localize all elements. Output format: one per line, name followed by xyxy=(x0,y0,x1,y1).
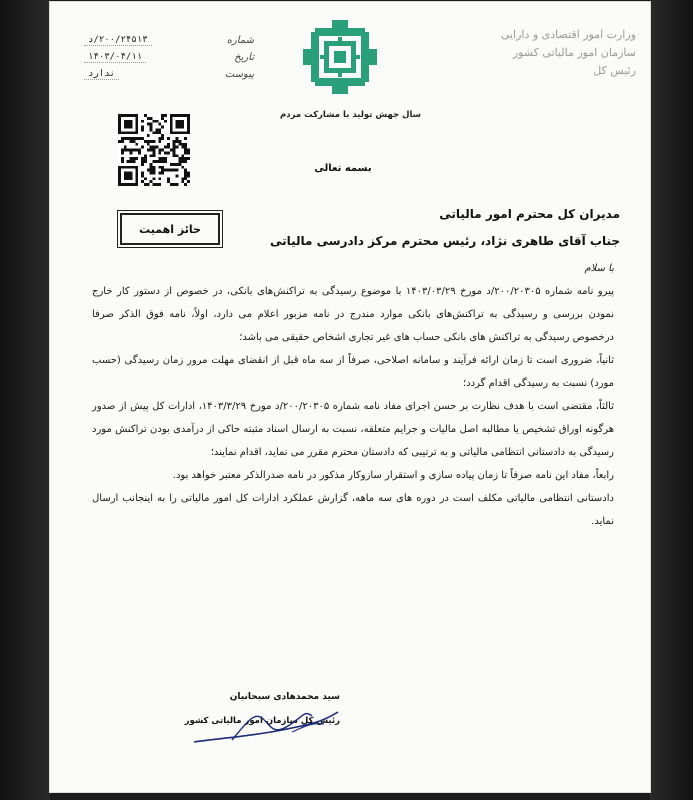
number-label: شماره xyxy=(226,35,254,46)
letter-number: ۲۰۰/۲۴۵۱۳/د xyxy=(84,35,152,46)
paragraph-reference: پیرو نامه شماره ۲۰۰/۲۰۳۰۵/د مورخ ۱۴۰۳/۰۳/۲۹ با موضوع رسیدگی به تراکنش‌های بانکی، در خصوص از دستور کار خارج نمودن بررسی و رسیدگی به تراکنش‌های بانکی موارد مندرج در نامه مزبور اعلام می دارد، اولاً، نامه فوق الذکر صرفا درخصوص رسیدگی به تراکنش های بانکی حساب های غیر تجاری اشخاص حقیقی می باشد؛ xyxy=(92,286,614,343)
qr-code-icon xyxy=(118,114,190,186)
letter-date: ۱۴۰۳/۰۴/۱۱ xyxy=(84,52,146,63)
attachment-value: ندارد xyxy=(84,69,119,80)
ministry-letterhead xyxy=(486,26,636,80)
signer-name: سید محمدهادی سبحانیان xyxy=(229,692,340,702)
paragraph-fourth: رابعاً، مفاد این نامه صرفاً تا زمان پیاده سازی و استقرار سازوکار مذکور در نامه صدرالذکر معتبر خواهد بود. xyxy=(172,470,614,481)
importance-stamp: حائز اهمیت xyxy=(120,213,220,245)
date-label: تاریخ xyxy=(234,52,254,63)
recipient-line: جناب آقای طاهری نژاد، رئیس محترم مرکز دادرسی مالیاتی xyxy=(269,234,620,248)
organization-line: سازمان امور مالیاتی کشور xyxy=(512,46,636,59)
recipients xyxy=(220,201,620,255)
paragraph-second: ثانیاً، ضروری است تا زمان ارائه فرآیند و سامانه اصلاحی، صرفاً از سه ماه قبل از انقضای مهلت مرور زمان رسیدگی (حسب مورد) نسبت به رسیدگی اقدام گردد؛ xyxy=(92,355,614,389)
paragraph-closing: دادستانی انتظامی مالیاتی مکلف است در دوره های سه ماهه، گزارش عملکرد ادارات کل امور مالیاتی را به اینجانب ارسال نماید. xyxy=(92,493,614,527)
logo-caption: سال جهش تولید با مشارکت مردم xyxy=(280,110,422,120)
letter-number-row xyxy=(84,32,254,49)
office-line: رئیس کل xyxy=(593,64,636,77)
letter-body xyxy=(92,257,614,533)
signer-title: رئیس کل سازمان امور مالیاتی کشور xyxy=(184,716,340,726)
recipient-line: مدیران کل محترم امور مالیاتی xyxy=(439,207,620,221)
photo-border-right xyxy=(650,0,693,800)
letter-date-row xyxy=(84,49,254,66)
handwritten-signature xyxy=(184,692,342,748)
paragraph-third: ثالثاً، مقتضی است با هدف نظارت بر حسن اجرای مفاد نامه شماره ۲۰۰/۲۰۳۰۵/د مورخ ۱۴۰۳/۳/۲۹، ادارات کل پیش از صدور هرگونه اوراق تشخیص یا مطالبه اصل مالیات و جرایم متعلقه، نسبت به ارسال اسناد مثبته حاکی از درآمدی بودن تراکنش مورد رسیدگی به دادستانی انتظامی مالیاتی و به ترتیبی که دادستان محترم مقرر می نماید، اقدام نمایند؛ xyxy=(92,401,614,458)
letter-page xyxy=(50,2,650,792)
ministry-line: وزارت امور اقتصادی و دارایی xyxy=(500,28,636,41)
letter-meta xyxy=(84,32,254,83)
greeting: با سلام xyxy=(584,263,614,274)
bismillah-heading: بسمه تعالی xyxy=(314,163,372,174)
signature-block xyxy=(184,692,340,752)
photo-border-left xyxy=(0,0,50,800)
attachment-row xyxy=(84,66,254,83)
tax-organization-logo-icon xyxy=(303,20,377,94)
attachment-label: پیوست xyxy=(224,69,254,80)
